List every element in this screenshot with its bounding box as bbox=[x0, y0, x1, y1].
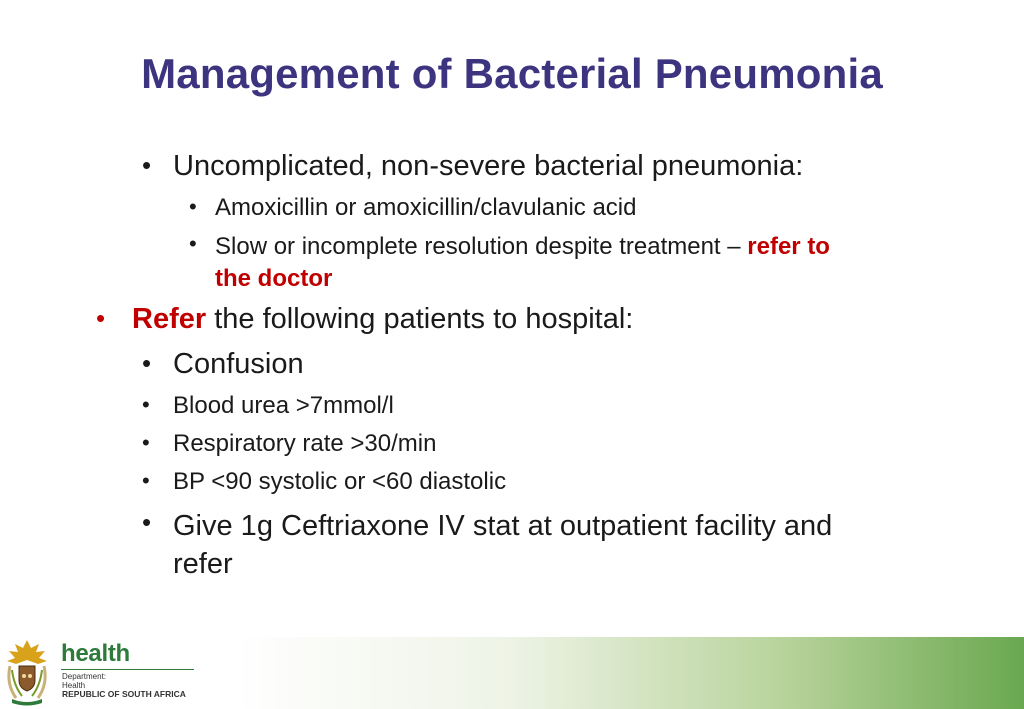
bullet-text: Amoxicillin or amoxicillin/clavulanic acid bbox=[215, 194, 637, 221]
bullet-text: Confusion bbox=[173, 348, 304, 380]
bullet-amoxicillin bbox=[189, 194, 636, 222]
dept-name: Health bbox=[62, 681, 86, 690]
bullet-blood-urea bbox=[142, 392, 394, 420]
logo-divider bbox=[61, 669, 194, 670]
bullet-respiratory-rate bbox=[142, 430, 436, 458]
bullet-uncomplicated bbox=[142, 150, 803, 183]
refer-emphasis: Refer bbox=[132, 303, 207, 335]
bullet-slow-resolution bbox=[189, 231, 830, 295]
give-line1: Give 1g Ceftriaxone IV stat at outpatient facility and bbox=[173, 510, 833, 542]
bullet-confusion bbox=[142, 348, 304, 381]
refer-doctor-line2: the doctor bbox=[215, 265, 333, 292]
bullet-dot: • bbox=[189, 194, 197, 219]
dept-label: Department: bbox=[62, 672, 107, 681]
bullet-dot: • bbox=[142, 468, 150, 493]
bullet-dot: • bbox=[142, 348, 152, 378]
bullet-blood-pressure bbox=[142, 468, 506, 496]
bullet-text: BP <90 systolic or <60 diastolic bbox=[173, 468, 507, 495]
bullet-dot: • bbox=[142, 430, 150, 455]
bullet-text bbox=[132, 303, 633, 335]
bullet-text bbox=[173, 507, 832, 583]
logo-health-word: health bbox=[61, 640, 130, 667]
refer-doctor-line1: refer to bbox=[747, 233, 830, 260]
bullet-text: Respiratory rate >30/min bbox=[173, 430, 437, 457]
coat-of-arms-icon bbox=[2, 636, 52, 706]
country-name: REPUBLIC OF SOUTH AFRICA bbox=[62, 689, 186, 699]
bullet-text: Uncomplicated, non-severe bacterial pneumonia: bbox=[173, 150, 804, 182]
health-logo bbox=[0, 630, 235, 709]
bullet-dot: • bbox=[142, 150, 152, 180]
bullet-dot: • bbox=[189, 231, 197, 256]
bullet-text bbox=[215, 231, 830, 295]
bullet-dot: • bbox=[96, 303, 106, 333]
slow-prefix: Slow or incomplete resolution despite treatment – bbox=[215, 233, 748, 260]
give-line2: refer bbox=[173, 548, 233, 580]
bullet-dot: • bbox=[142, 392, 150, 417]
bullet-ceftriaxone bbox=[142, 507, 832, 583]
footer-gradient-band bbox=[235, 637, 1024, 709]
bullet-dot: • bbox=[142, 507, 152, 537]
bullet-refer-hospital bbox=[96, 303, 633, 336]
refer-rest: the following patients to hospital: bbox=[206, 303, 634, 335]
bullet-text: Blood urea >7mmol/l bbox=[173, 392, 394, 419]
slide-title: Management of Bacterial Pneumonia bbox=[141, 50, 883, 97]
